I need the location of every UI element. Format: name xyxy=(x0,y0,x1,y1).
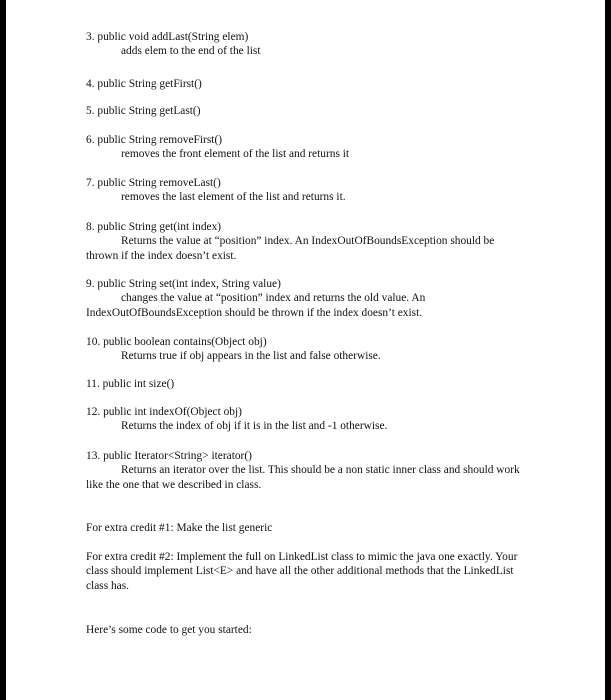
method-description: Returns an iterator over the list. This should be a non static inner class and should work xyxy=(121,464,520,477)
method-item-iterator xyxy=(86,449,545,492)
method-item-removefirst xyxy=(86,133,545,162)
method-signature: 7. public String removeLast() xyxy=(86,177,221,189)
method-item-get xyxy=(86,220,545,263)
method-description-cont: IndexOutOfBoundsException should be thrown if the index doesn’t exist. xyxy=(86,306,423,319)
method-signature: 10. public boolean contains(Object obj) xyxy=(86,336,267,348)
method-description: removes the front element of the list and returns it xyxy=(121,148,350,161)
method-description-cont: like the one that we described in class. xyxy=(86,478,262,491)
method-description: Returns the index of obj if it is in the list and -1 otherwise. xyxy=(121,420,388,433)
starter-code-intro-text: Here’s some code to get you started: xyxy=(86,624,252,636)
method-item-getfirst xyxy=(86,77,545,91)
method-item-getlast xyxy=(86,104,545,118)
method-item-size xyxy=(86,377,545,391)
method-signature: 13. public Iterator<String> iterator() xyxy=(86,450,252,462)
extra-credit-2-text: For extra credit #2: Implement the full on LinkedList class to mimic the java one exactly. Your class should implement List<E> and have all the other additional methods that the LinkedList class has. xyxy=(86,551,518,592)
method-signature: 9. public String set(int index, String value) xyxy=(86,278,281,290)
method-signature: 6. public String removeFirst() xyxy=(86,134,223,146)
method-description: removes the last element of the list and returns it. xyxy=(121,191,346,204)
method-signature: 3. public void addLast(String elem) xyxy=(86,31,249,43)
method-description: changes the value at “position” index and returns the old value. An xyxy=(121,292,426,305)
method-description-cont: thrown if the index doesn’t exist. xyxy=(86,249,237,262)
method-item-removelast xyxy=(86,176,545,205)
method-signature: 11. public int size() xyxy=(86,378,175,390)
method-description: Returns the value at “position” index. An IndexOutOfBoundsException should be xyxy=(121,235,495,248)
method-signature: 5. public String getLast() xyxy=(86,105,201,117)
method-signature: 4. public String getFirst() xyxy=(86,78,202,90)
method-signature: 12. public int indexOf(Object obj) xyxy=(86,406,242,418)
method-item-indexof xyxy=(86,405,545,434)
method-description: Returns true if obj appears in the list and false otherwise. xyxy=(121,350,381,363)
starter-code-intro xyxy=(86,623,545,637)
extra-credit-1 xyxy=(86,521,545,535)
method-signature: 8. public String get(int index) xyxy=(86,221,222,233)
method-description: adds elem to the end of the list xyxy=(121,45,261,58)
method-item-contains xyxy=(86,335,545,364)
extra-credit-2 xyxy=(86,550,527,593)
method-item-set xyxy=(86,277,545,320)
extra-credit-1-text: For extra credit #1: Make the list generic xyxy=(86,522,273,534)
method-item-addlast xyxy=(86,30,545,59)
